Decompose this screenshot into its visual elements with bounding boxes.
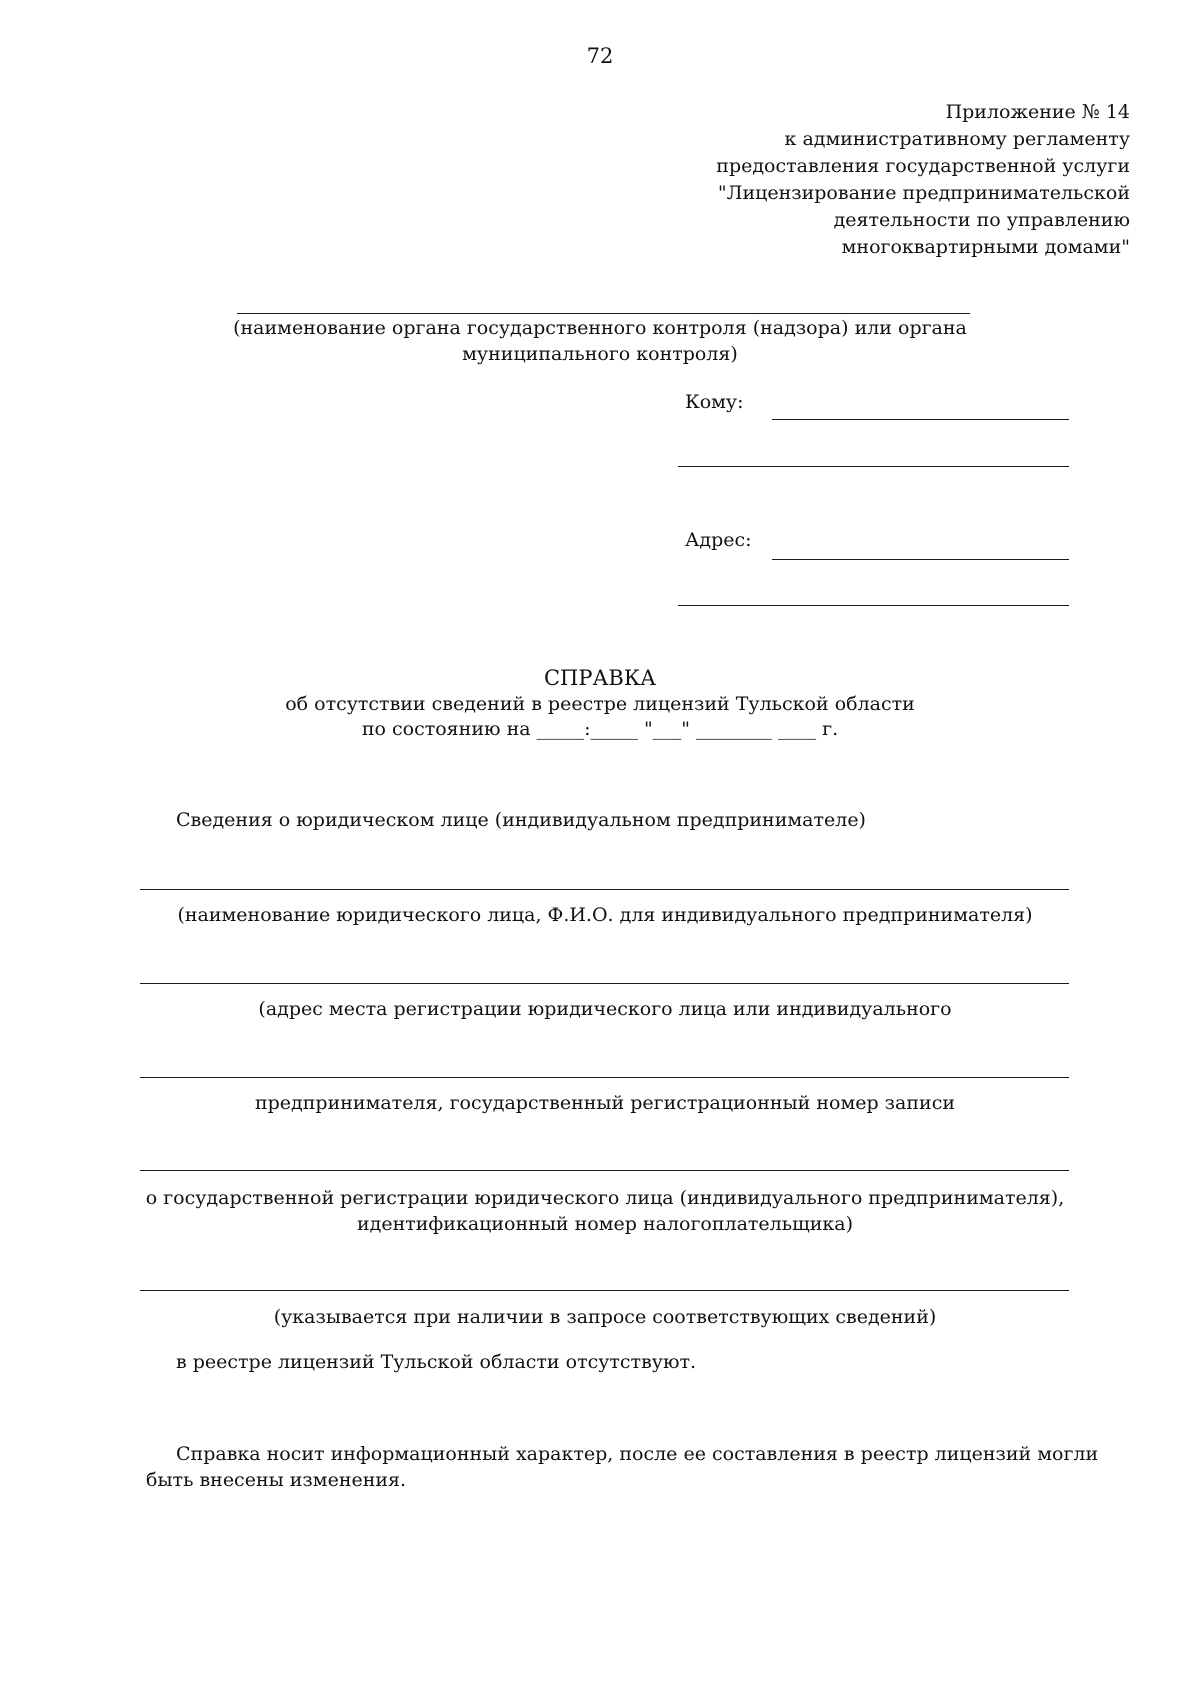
document-title: СПРАВКА (543, 666, 656, 690)
entity-note-caption: (указывается при наличии в запросе соответствующих сведений) (273, 1306, 937, 1328)
appendix-line: многоквартирными домами" (841, 236, 1130, 258)
authority-caption-line2: муниципального контроля) (462, 343, 738, 365)
address-label: Адрес: (685, 529, 752, 551)
address-field-line-1[interactable] (772, 559, 1069, 560)
document-subtitle: об отсутствии сведений в реестре лицензий Тульской области (285, 693, 915, 715)
appendix-line: деятельности по управлению (833, 209, 1130, 231)
address-field-line-2[interactable] (678, 605, 1069, 606)
to-label: Кому: (685, 391, 744, 413)
authority-caption-line1: (наименование органа государственного контроля (надзора) или органа (233, 317, 967, 339)
entity-reg-line[interactable] (140, 1077, 1069, 1078)
authority-name-line[interactable] (237, 313, 970, 314)
appendix-line: предоставления государственной услуги (716, 155, 1130, 177)
footnote-line1: Справка носит информационный характер, после ее составления в реестр лицензий могли (176, 1443, 1099, 1465)
entity-note-line[interactable] (140, 1290, 1069, 1291)
entity-reg-caption: предпринимателя, государственный регистрационный номер записи (254, 1092, 956, 1114)
page-number: 72 (586, 44, 614, 68)
entity-state-reg-caption-line2: идентификационный номер налогоплательщика) (356, 1213, 854, 1235)
entity-intro: Сведения о юридическом лице (индивидуальном предпринимателе) (176, 809, 866, 831)
entity-address-line[interactable] (140, 983, 1069, 984)
footnote-line2: быть внесены изменения. (146, 1469, 407, 1491)
appendix-line: "Лицензирование предпринимательской (717, 182, 1130, 204)
absent-statement: в реестре лицензий Тульской области отсутствуют. (176, 1351, 697, 1373)
entity-name-caption: (наименование юридического лица, Ф.И.О. для индивидуального предпринимателя) (177, 904, 1033, 926)
to-field-line-2[interactable] (678, 466, 1069, 467)
to-field-line-1[interactable] (772, 419, 1069, 420)
appendix-header (610, 100, 1130, 262)
entity-name-line[interactable] (140, 889, 1069, 890)
entity-address-caption: (адрес места регистрации юридического лица или индивидуального (258, 998, 952, 1020)
entity-state-reg-caption-line1: о государственной регистрации юридического лица (индивидуального предпринимателя), (145, 1187, 1065, 1209)
appendix-line: Приложение № 14 (945, 101, 1130, 123)
entity-state-reg-line[interactable] (140, 1170, 1069, 1171)
date-line: по состоянию на _____:_____ "___" ________ ____ г. (361, 718, 839, 740)
appendix-line: к административному регламенту (784, 128, 1130, 150)
